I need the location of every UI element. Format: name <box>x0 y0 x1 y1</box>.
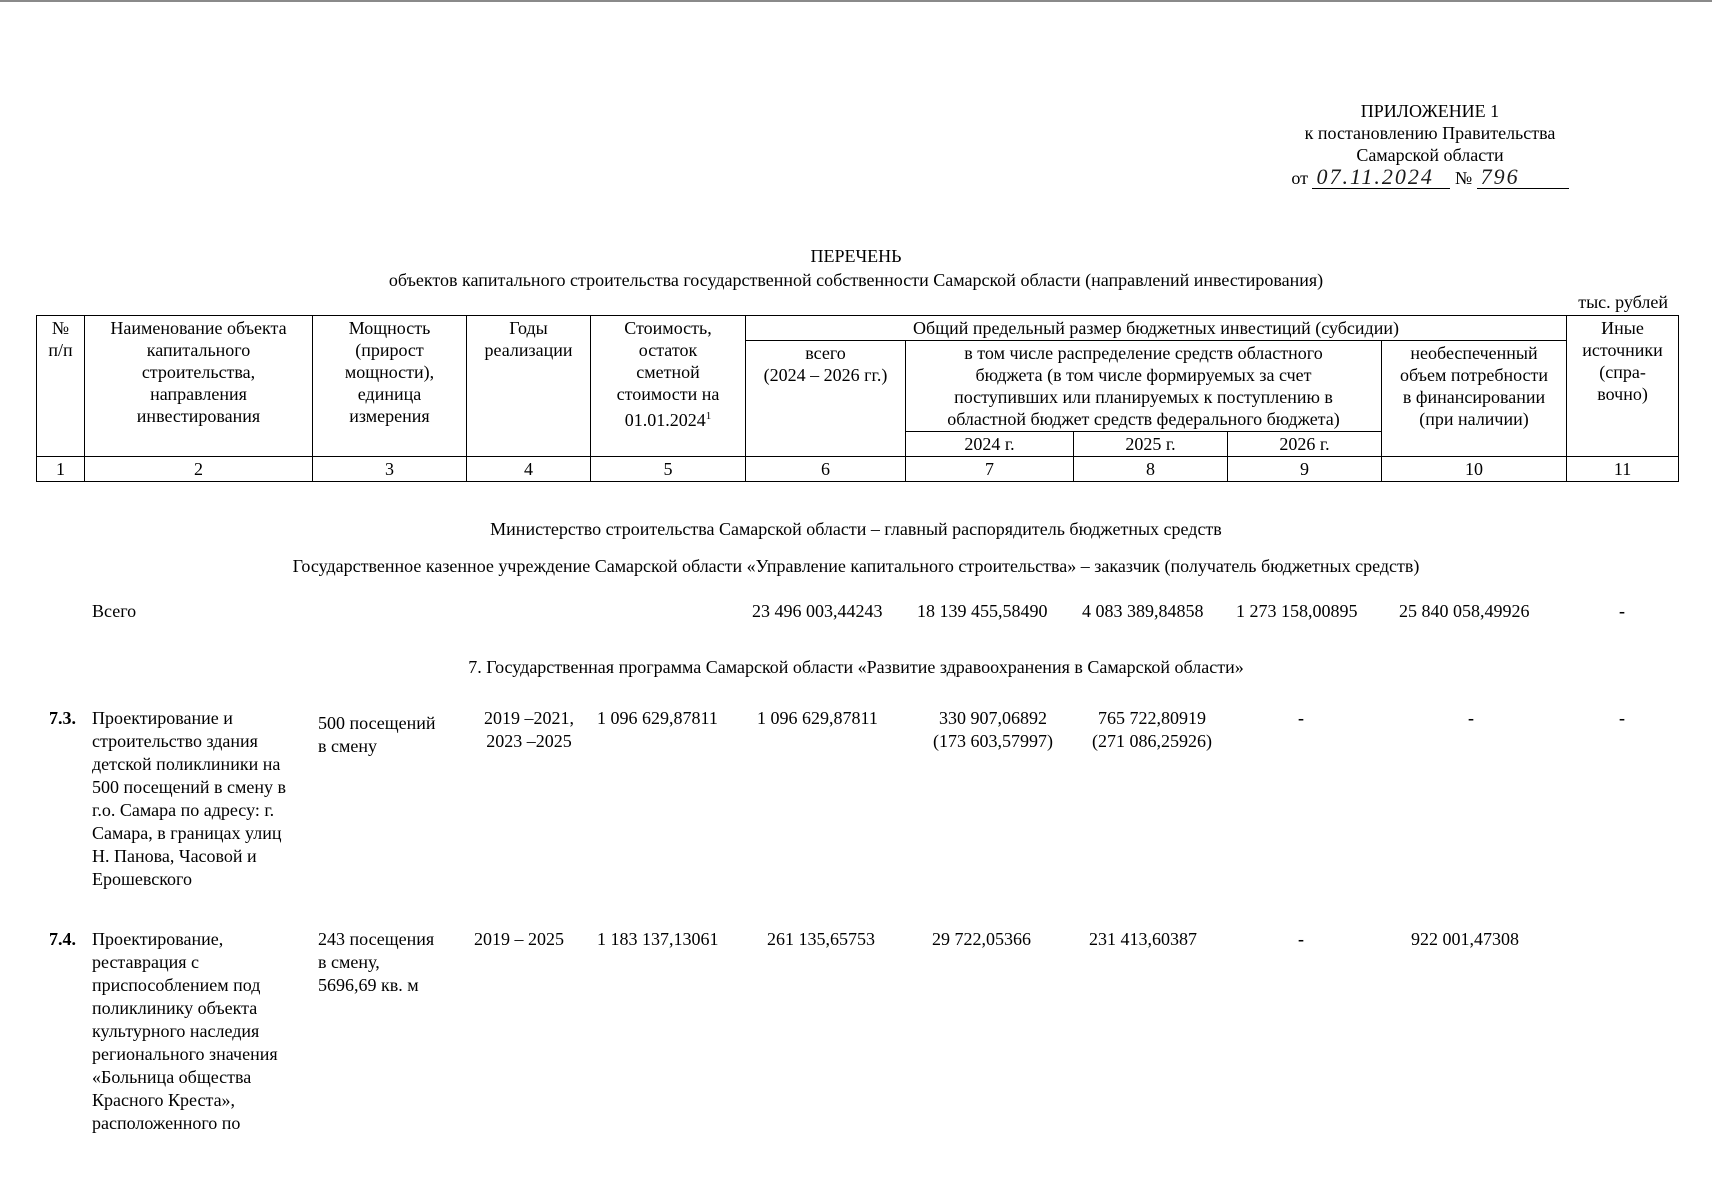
header-table <box>36 315 1679 482</box>
date-field <box>1312 166 1450 189</box>
row-2026: - <box>1298 929 1304 949</box>
total-col8: 4 083 389,84858 <box>1082 601 1204 621</box>
customer-heading: Государственное казенное учреждение Самарской области «Управление капитального строительства» – заказчик (получатель бюджетных средств) <box>292 556 1420 576</box>
column-number: 6 <box>746 457 906 482</box>
column-number: 11 <box>1567 457 1679 482</box>
handwritten-number: 796 <box>1480 164 1520 189</box>
appendix-block <box>1240 100 1620 189</box>
units-label: тыс. рублей <box>1578 292 1668 312</box>
number-field <box>1477 166 1569 189</box>
row-total: 261 135,65753 <box>767 929 875 949</box>
row-years: 2019 – 2025 <box>474 929 564 949</box>
header-year-2024: 2024 г. <box>906 432 1074 457</box>
column-number: 9 <box>1228 457 1382 482</box>
header-col-other-sources: Иные источники (спра- вочно) <box>1567 316 1679 457</box>
appendix-line1: к постановлению Правительства <box>1304 123 1556 143</box>
header-year-2026: 2026 г. <box>1228 432 1382 457</box>
row-other-sources: - <box>1619 708 1625 728</box>
column-number: 4 <box>467 457 591 482</box>
row-unfunded: - <box>1468 708 1474 728</box>
total-label: Всего <box>92 601 137 621</box>
row-object-name: Проектирование и строительство здания детской поликлиники на 500 посещений в смену в г.о. Самара по адресу: г. Самара, в границах улиц Н. Панова, Часовой и Ерошевского <box>92 708 287 889</box>
number-label: № <box>1454 168 1473 188</box>
appendix-title: ПРИЛОЖЕНИЕ 1 <box>1360 101 1500 121</box>
total-col10: 25 840 058,49926 <box>1399 601 1530 621</box>
appendix-date-line <box>1240 166 1620 189</box>
row-2025: 231 413,60387 <box>1089 929 1197 949</box>
column-number: 5 <box>591 457 746 482</box>
total-col11: - <box>1619 601 1625 621</box>
row-2026: - <box>1298 708 1304 728</box>
from-label: от <box>1291 168 1308 188</box>
total-col9: 1 273 158,00895 <box>1236 601 1358 621</box>
row-capacity: 243 посещения в смену, 5696,69 кв. м <box>318 929 435 995</box>
total-col7: 18 139 455,58490 <box>917 601 1048 621</box>
header-col-name: Наименование объекта капитального строительства, направления инвестирования <box>85 316 313 457</box>
row-cost: 1 183 137,13061 <box>597 929 719 949</box>
total-col6: 23 496 003,44243 <box>752 601 883 621</box>
row-number: 7.4. <box>49 929 76 949</box>
row-capacity: 500 посещений в смену <box>318 713 436 756</box>
header-col-unfunded: необеспеченный объем потребности в финансировании (при наличии) <box>1382 341 1567 457</box>
row-object-name: Проектирование, реставрация с приспособлением под поликлинику объекта культурного наследия регионального значения «Больница общества Красного Креста», расположенного по <box>92 929 278 1133</box>
header-col-cost-text: Стоимость, остаток сметной стоимости на 01.01.2024 <box>616 318 720 430</box>
footnote-mark: 1 <box>705 410 712 422</box>
column-number: 2 <box>85 457 313 482</box>
column-number: 1 <box>37 457 85 482</box>
column-number: 7 <box>906 457 1074 482</box>
header-col-years: Годы реализации <box>467 316 591 457</box>
column-number: 8 <box>1074 457 1228 482</box>
header-col-capacity: Мощность (прирост мощности), единица измерения <box>313 316 467 457</box>
ministry-heading: Министерство строительства Самарской области – главный распорядитель бюджетных средств <box>490 519 1222 539</box>
row-2024: 330 907,06892 (173 603,57997) <box>933 708 1053 751</box>
row-unfunded: 922 001,47308 <box>1411 929 1519 949</box>
row-number: 7.3. <box>49 708 76 728</box>
handwritten-date: 07.11.2024 <box>1316 164 1434 189</box>
header-subgroup-regional: в том числе распределение средств областного бюджета (в том числе формируемых за счет поступивших или планируемых к поступлению в областной бюджет средств федерального бюджета) <box>906 341 1382 432</box>
column-number: 3 <box>313 457 467 482</box>
row-years: 2019 –2021, 2023 –2025 <box>484 708 574 751</box>
program-heading: 7. Государственная программа Самарской области «Развитие здравоохранения в Самарской области» <box>468 657 1244 677</box>
column-number: 10 <box>1382 457 1567 482</box>
row-total: 1 096 629,87811 <box>757 708 878 728</box>
row-2024: 29 722,05366 <box>932 929 1031 949</box>
header-group-budget: Общий предельный размер бюджетных инвестиций (субсидии) <box>746 316 1567 341</box>
row-2025: 765 722,80919 (271 086,25926) <box>1092 708 1212 751</box>
header-col-number: № п/п <box>37 316 85 457</box>
header-year-2025: 2025 г. <box>1074 432 1228 457</box>
header-col-total: всего (2024 – 2026 гг.) <box>746 341 906 457</box>
document-subtitle: объектов капитального строительства государственной собственности Самарской области (направлений инвестирования) <box>388 270 1324 290</box>
document-title: ПЕРЕЧЕНЬ <box>810 246 902 266</box>
scan-edge-line <box>0 0 1712 2</box>
header-col-cost <box>591 316 746 457</box>
appendix-line2: Самарской области <box>1356 145 1504 165</box>
row-cost: 1 096 629,87811 <box>597 708 718 728</box>
